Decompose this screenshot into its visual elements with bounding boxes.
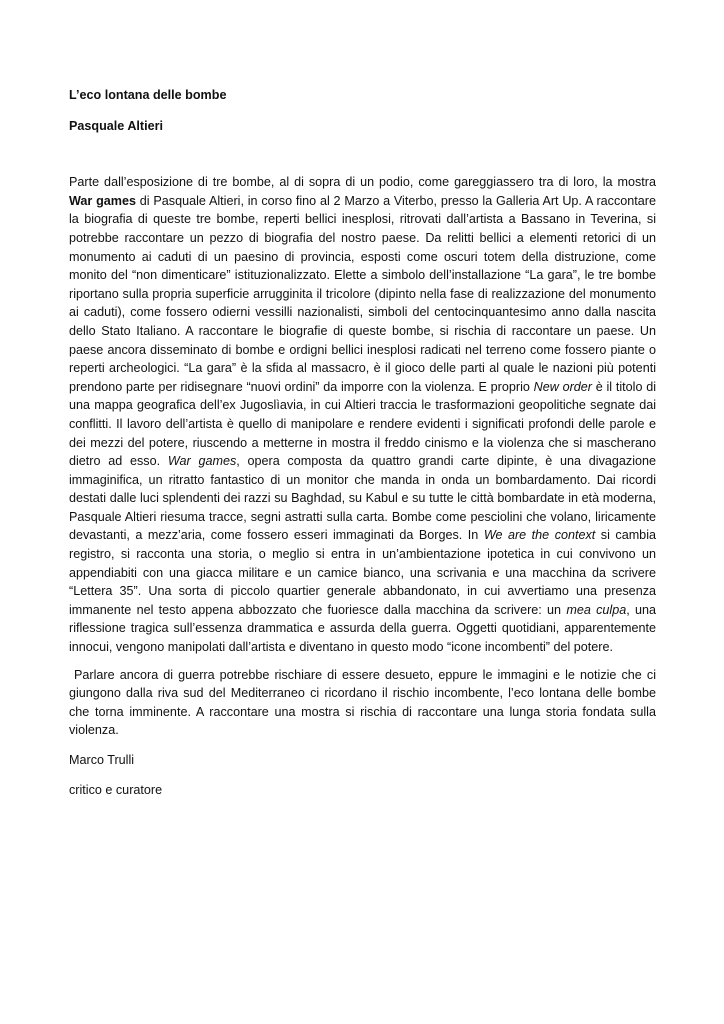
paragraph-run-italic: We are the context xyxy=(483,528,596,543)
signature-role: critico e curatore xyxy=(69,782,163,797)
article-title: L’eco lontana delle bombe xyxy=(69,88,227,102)
paragraph-run: , una riflessione tragica sull’essenza drammatica e assurda della guerra. Oggetti quotidiani, apparentemente innocui, vengono manipolati dall’artista e diventano in questo modo “icone incombenti” del potere. xyxy=(69,602,657,655)
signature: Marco Trulli xyxy=(69,753,135,767)
body-paragraph-2: Parlare ancora di guerra potrebbe rischiare di essere desueto, eppure le immagini e le notizie che ci giungono dalla riva sud del Mediterraneo ci ricordano il rischio incombente, l’eco lontana delle bombe che torna imminente. A raccontare una mostra si rischia di raccontare una lunga storia fondata sulla violenza. xyxy=(69,667,656,738)
paragraph-run-bold: War games xyxy=(69,193,137,208)
paragraph-run: di Pasquale Altieri, in corso fino al 2 Marzo a Viterbo, presso la Galleria Art Up. A raccontare la biografia di queste tre bombe, reperti bellici inesplosi, ritrovati dall’artista a Bassano in Teverina, si potrebbe raccontare un pezzo di biografia del nostro paese. Da relitti bellici a elementi retorici di un monumento ai caduti di un paesino di provincia, esposti come oscuri totem della distruzione, come monito del “non dimenticare” istituzionalizzato. Elette a simbolo dell’installazione “La gara”, le tre bombe riportano sulla propria superficie arrugginita il tricolore (dipinto nella fase di realizzazione del monumento ai caduti), come fossero odierni vessilli nazionalisti, simboli del centocinquantesimo anno dalla nascita dello Stato Italiano. A raccontare le biografie di queste bombe, si rischia di raccontare un paese. Un paese ancora disseminato di bombe e ordigni bellici inesplosi radicati nel terreno come fossero piante o reperti archeologici. “La gara” è la sfida al massacro, è il gioco delle parti al quale le nazioni più potenti prendono parte per ridisegnare “nuovi ordini” da imporre con la violenza. E proprio xyxy=(69,193,656,394)
artist-name: Pasquale Altieri xyxy=(69,118,164,133)
paragraph-run-italic: New order xyxy=(533,379,592,394)
document-page xyxy=(69,86,656,799)
paragraph-run-italic: mea culpa xyxy=(566,602,627,617)
paragraph-run-italic: War games xyxy=(167,454,237,469)
paragraph-run: si cambia registro, si racconta una storia, o meglio si entra in un’ambientazione ipotetica in cui convivono un appendiabiti con una giacca militare e un camice bianco, una scrivania e una macchina da scrivere “Lettera 35”. Una sorta di piccolo quartier generale abbandonato, in cui avvertiamo una presenza immanente nel testo appena abbozzato che fuoriesce dalla macchina da scrivere: un xyxy=(69,528,656,617)
body-paragraph-1 xyxy=(69,173,656,656)
paragraph-run: Parte dall’esposizione di tre bombe, al di sopra di un podio, come gareggiassero tra di loro, la mostra xyxy=(69,175,656,190)
paragraph-run: è il titolo di una mappa geografica dell’ex Jugoslìavia, in cui Altieri traccia le trasformazioni geopolitiche segnate dai conflitti. Il lavoro dell’artista è quello di manipolare e rendere evidenti i significati profondi delle parole e dei mezzi del potere, riuscendo a metterne in mostra il freddo cinismo e la violenza che si mascherano dietro ad esso. xyxy=(69,379,657,469)
paragraph-run: , opera composta da quattro grandi carte dipinte, è una divagazione immaginifica, un ritratto fantastico di un monitor che manda in onda un bombardamento. Dai ricordi destati dalle luci splendenti dei razzi su Baghdad, su Kabul e su tutte le città bombardate in età moderna, Pasquale Altieri riesuma tracce, segni astratti sulla carta. Bombe come pesciolini che volano, liricamente devastanti, a mezz’aria, come fossero esseri immaginati da Borges. In xyxy=(69,454,657,543)
